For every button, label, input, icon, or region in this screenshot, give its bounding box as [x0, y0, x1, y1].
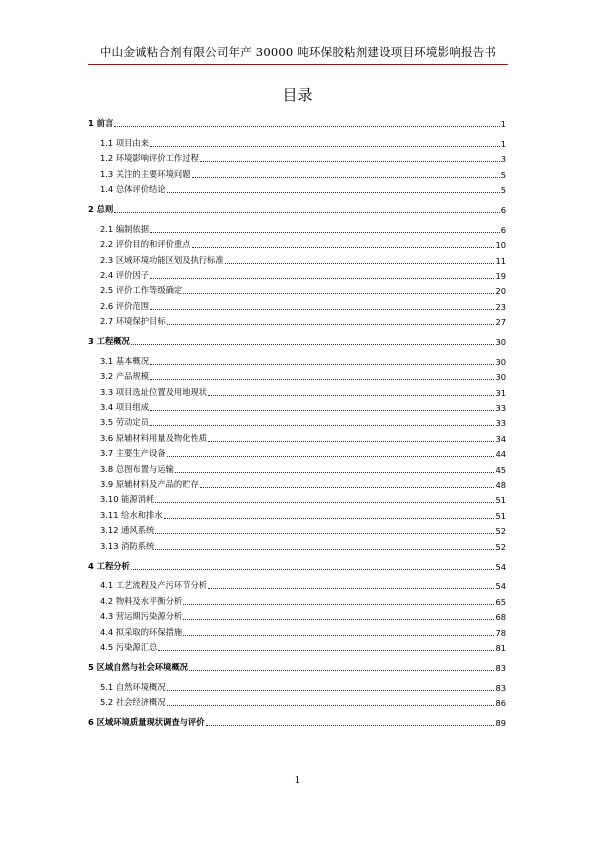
toc-title: 目录 [282, 86, 313, 104]
toc-entry-title: 2.7 环境保护目标 [100, 316, 166, 327]
toc-entry-page: 31 [495, 387, 506, 398]
toc-dot-leader [114, 212, 499, 213]
toc-section-entry[interactable] [88, 505, 506, 520]
toc-dot-leader [189, 670, 495, 671]
toc-dot-leader [206, 725, 495, 726]
toc-section-entry[interactable] [88, 235, 506, 250]
toc-section-entry[interactable] [88, 312, 506, 327]
toc-section-entry[interactable] [88, 382, 506, 397]
toc-entry-page: 30 [495, 337, 506, 348]
header-rule [88, 64, 508, 65]
toc-dot-leader [183, 293, 494, 294]
toc-entry-page: 1 [500, 138, 506, 149]
toc-entry-page: 30 [495, 372, 506, 383]
toc-dot-leader [155, 533, 494, 534]
toc-section-entry[interactable] [88, 133, 506, 148]
toc-section-entry[interactable] [88, 367, 506, 382]
toc-entry-page: 27 [495, 317, 506, 328]
toc-section-entry[interactable] [88, 219, 506, 234]
toc-entry-page: 68 [495, 612, 506, 623]
toc-entry-page: 45 [495, 464, 506, 475]
toc-entry-page: 19 [495, 270, 506, 281]
toc-entry-page: 34 [495, 433, 506, 444]
toc-entry-title: 4.5 污染源汇总 [100, 641, 158, 652]
toc-entry-page: 5 [500, 184, 506, 195]
toc-chapter-entry[interactable] [88, 200, 506, 215]
toc-entry-page: 86 [495, 698, 506, 709]
toc-dot-leader [192, 247, 495, 248]
toc-entry-title: 3.9 原辅材料及产品的贮存 [100, 478, 199, 489]
toc-entry-page: 30 [495, 356, 506, 367]
toc-entry-page: 3 [500, 154, 506, 165]
toc-entry-title: 1.3 关注的主要环境问题 [100, 168, 191, 179]
toc-entry-title: 2.4 评价因子 [100, 269, 150, 280]
toc-section-entry[interactable] [88, 413, 506, 428]
toc-entry-title: 3 工程概况 [88, 336, 130, 347]
toc-entry-title: 3.7 主要生产设备 [100, 448, 166, 459]
toc-section-entry[interactable] [88, 164, 506, 179]
toc-dot-leader [225, 263, 495, 264]
toc-entry-page: 11 [495, 255, 506, 266]
toc-entry-title: 3.3 项目选址位置及用地现状 [100, 386, 208, 397]
toc-entry-page: 89 [495, 718, 506, 729]
toc-section-entry[interactable] [88, 281, 506, 296]
toc-entry-page: 48 [495, 479, 506, 490]
toc-dot-leader [150, 425, 494, 426]
toc-entry-title: 1 前言 [88, 118, 114, 129]
toc-chapter-entry[interactable] [88, 658, 506, 673]
toc-entry-page: 23 [495, 301, 506, 312]
toc-entry-title: 3.8 总图布置与运输 [100, 463, 174, 474]
toc-entry-title: 5.2 社会经济概况 [100, 697, 166, 708]
toc-section-entry[interactable] [88, 693, 506, 708]
toc-entry-title: 2.6 评价范围 [100, 300, 150, 311]
toc-section-entry[interactable] [88, 398, 506, 413]
toc-dot-leader [167, 690, 495, 691]
toc-entry-page: 83 [495, 682, 506, 693]
toc-dot-leader [150, 278, 494, 279]
table-of-contents [88, 114, 506, 728]
document-header: 中山金诚粘合剂有限公司年产 30000 吨环保胶粘剂建设项目环境影响报告书 [99, 45, 497, 59]
toc-entry-page: 51 [495, 495, 506, 506]
toc-entry-page: 5 [500, 169, 506, 180]
toc-section-entry[interactable] [88, 180, 506, 195]
toc-dot-leader [155, 549, 494, 550]
toc-entry-title: 3.1 基本概况 [100, 355, 150, 366]
toc-entry-page: 33 [495, 418, 506, 429]
toc-entry-title: 2.2 评价目的和评价重点 [100, 239, 191, 250]
toc-dot-leader [208, 395, 494, 396]
toc-entry-page: 54 [495, 581, 506, 592]
toc-dot-leader [167, 192, 500, 193]
toc-dot-leader [155, 502, 494, 503]
toc-entry-page: 52 [495, 541, 506, 552]
toc-entry-page: 6 [500, 224, 506, 235]
toc-entry-title: 2.1 编制依据 [100, 223, 150, 234]
toc-dot-leader [150, 410, 494, 411]
toc-section-entry[interactable] [88, 521, 506, 536]
toc-dot-leader [131, 344, 495, 345]
toc-section-entry[interactable] [88, 638, 506, 653]
toc-dot-leader [164, 518, 495, 519]
toc-entry-title: 3.10 能源消耗 [100, 494, 155, 505]
toc-section-entry[interactable] [88, 475, 506, 490]
toc-entry-title: 6 区域环境质量现状调查与评价 [88, 717, 205, 728]
toc-entry-title: 4.2 物料及水平衡分析 [100, 595, 183, 606]
toc-entry-page: 78 [495, 627, 506, 638]
toc-entry-title: 5.1 自然环境概况 [100, 681, 166, 692]
toc-dot-leader [183, 604, 494, 605]
toc-entry-title: 1.1 项目由来 [100, 137, 150, 148]
toc-dot-leader [150, 309, 494, 310]
toc-section-entry[interactable] [88, 607, 506, 622]
toc-section-entry[interactable] [88, 622, 506, 637]
toc-entry-page: 10 [495, 240, 506, 251]
toc-entry-page: 20 [495, 286, 506, 297]
toc-dot-leader [183, 635, 494, 636]
toc-section-entry[interactable] [88, 149, 506, 164]
toc-section-entry[interactable] [88, 576, 506, 591]
toc-chapter-entry[interactable] [88, 713, 506, 728]
toc-section-entry[interactable] [88, 351, 506, 366]
toc-entry-title: 2.5 评价工作等级确定 [100, 285, 183, 296]
toc-dot-leader [200, 487, 495, 488]
toc-dot-leader [167, 456, 495, 457]
toc-section-entry[interactable] [88, 677, 506, 692]
toc-section-entry[interactable] [88, 428, 506, 443]
toc-entry-page: 44 [495, 449, 506, 460]
toc-entry-page: 51 [495, 510, 506, 521]
toc-entry-title: 1.4 总体评价结论 [100, 183, 166, 194]
toc-entry-title: 4.4 拟采取的环保措施 [100, 626, 183, 637]
toc-chapter-entry[interactable] [88, 114, 506, 129]
toc-dot-leader [150, 379, 494, 380]
toc-entry-title: 3.5 劳动定员 [100, 417, 150, 428]
toc-entry-title: 3.12 通风系统 [100, 525, 155, 536]
toc-entry-title: 3.11 给水和排水 [100, 509, 163, 520]
page-number: 1 [294, 776, 301, 786]
toc-dot-leader [150, 232, 500, 233]
toc-dot-leader [192, 177, 500, 178]
toc-entry-page: 1 [500, 119, 506, 130]
toc-entry-title: 3.13 消防系统 [100, 540, 155, 551]
toc-chapter-entry[interactable] [88, 332, 506, 347]
toc-dot-leader [150, 146, 500, 147]
toc-dot-leader [208, 588, 494, 589]
toc-chapter-entry[interactable] [88, 557, 506, 572]
toc-section-entry[interactable] [88, 266, 506, 281]
toc-entry-title: 4 工程分析 [88, 560, 130, 571]
toc-section-entry[interactable] [88, 296, 506, 311]
toc-entry-page: 6 [500, 205, 506, 216]
toc-entry-title: 5 区域自然与社会环境概况 [88, 662, 188, 673]
toc-entry-title: 3.6 原辅材料用量及物化性质 [100, 432, 208, 443]
toc-dot-leader [158, 650, 494, 651]
toc-section-entry[interactable] [88, 444, 506, 459]
toc-entry-title: 2.3 区域环境功能区划及执行标准 [100, 254, 224, 265]
toc-section-entry[interactable] [88, 591, 506, 606]
toc-section-entry[interactable] [88, 459, 506, 474]
toc-dot-leader [175, 472, 495, 473]
toc-entry-title: 2 总则 [88, 204, 114, 215]
toc-entry-page: 52 [495, 526, 506, 537]
toc-dot-leader [114, 126, 499, 127]
toc-entry-title: 1.2 环境影响评价工作过程 [100, 153, 199, 164]
toc-dot-leader [131, 569, 495, 570]
toc-dot-leader [183, 619, 494, 620]
toc-dot-leader [208, 441, 494, 442]
toc-entry-page: 65 [495, 596, 506, 607]
toc-entry-title: 4.3 营运期污染源分析 [100, 611, 183, 622]
toc-dot-leader [200, 161, 500, 162]
toc-dot-leader [150, 364, 494, 365]
toc-section-entry[interactable] [88, 536, 506, 551]
toc-entry-title: 3.2 产品规模 [100, 371, 150, 382]
toc-entry-page: 54 [495, 561, 506, 572]
toc-section-entry[interactable] [88, 250, 506, 265]
toc-entry-title: 4.1 工艺流程及产污环节分析 [100, 580, 208, 591]
toc-dot-leader [167, 324, 495, 325]
toc-dot-leader [167, 705, 495, 706]
toc-entry-title: 3.4 项目组成 [100, 402, 150, 413]
toc-entry-page: 83 [495, 663, 506, 674]
toc-entry-page: 33 [495, 403, 506, 414]
toc-section-entry[interactable] [88, 490, 506, 505]
toc-entry-page: 81 [495, 642, 506, 653]
